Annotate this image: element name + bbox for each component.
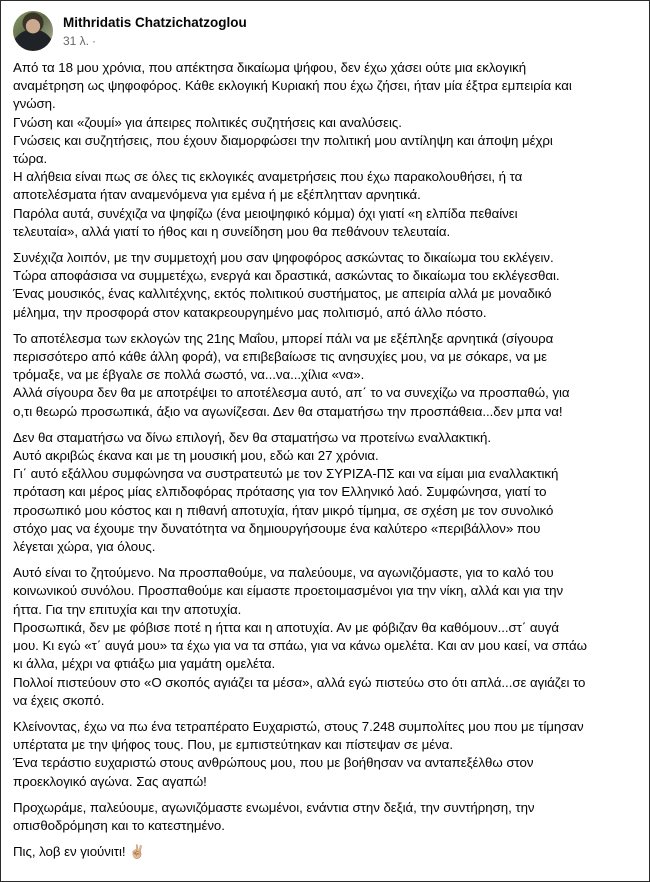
victory-hand-emoji-icon: ✌🏼 — [129, 844, 146, 860]
post-text-line: υπέρτατα με την ψήφος τους. Που, με εμπιστεύτηκαν και πίστεψαν σε μένα. — [13, 737, 453, 753]
post-text-line: Προσωπικά, δεν με φόβισε ποτέ η ήττα και η αποτυχία. Αν με φόβιζαν θα καθόμουν...στ΄ αυγά — [13, 619, 560, 635]
post-paragraph — [13, 429, 641, 556]
post-text-line: αναμέτρηση ως ψηφοφόρος. Κάθε εκλογική Κυριακή που έχω ζήσει, ήταν μία έξτρα εμπειρία και — [13, 78, 572, 94]
post-timestamp-row — [63, 33, 247, 49]
post-text-line: κι άλλα, μέχρι να φτιάξω μια γαμάτη ομελέτα. — [13, 656, 276, 672]
author-avatar[interactable] — [13, 11, 53, 51]
post-text-line: τώρα. — [13, 151, 48, 167]
post-text-line: οπισθοδρόμηση και το κατεστημένο. — [13, 817, 225, 833]
post-text-line: Τώρα αποφάσισα να συμμετέχω, ενεργά και δραστικά, ασκώντας το δικαίωμα του εκλέγεσθαι. — [13, 268, 560, 284]
post-text-line: γνώση. — [13, 96, 56, 112]
separator-dot: · — [92, 33, 97, 48]
post-text-line: Γνώσεις και συζητήσεις, που έχουν διαμορφώσει την πολιτική μου αντίληψη και άποψη μέχρι — [13, 132, 553, 148]
post-text-line: Η αλήθεια είναι πως σε όλες τις εκλογικές αναμετρήσεις που έχω παρακολουθήσει, ή τα — [13, 169, 523, 185]
post-text-line: Από τα 18 μου χρόνια, που απέκτησα δικαίωμα ψήφου, δεν έχω χάσει ούτε μια εκλογική — [13, 60, 527, 75]
post-body — [13, 59, 641, 869]
post-text-line: προσωπικό μου κόστος και η πιθανή αποτυχία, ήταν μικρό τίμημα, σε σχέση με τον συνολικό — [13, 502, 554, 518]
post-paragraph — [13, 799, 641, 835]
post-text-line: τελευταία», αλλά γιατί το ήθος και η συνείδηση μου θα πεθάνουν τελευταία. — [13, 223, 451, 239]
post-text-line: Αυτό είναι το ζητούμενο. Να προσπαθούμε, να παλεύουμε, να αγωνιζόμαστε, για το καλό του — [13, 565, 554, 581]
post-text-line: ήττα. Για την επιτυχία και την αποτυχία. — [13, 601, 242, 617]
post-text-line: Το αποτέλεσμα των εκλογών της 21ης Μαΐου, μπορεί πάλι να με εξέπληξε αρνητικά (σίγουρα — [13, 330, 554, 346]
post-text-line: να έχεις σκοπό. — [13, 692, 105, 708]
post-text-line: Προχωράμε, παλεύουμε, αγωνιζόμαστε ενωμένοι, ενάντια στην δεξιά, την συντήρηση, την — [13, 799, 535, 815]
post-text-line: πρόταση και μέρος μίας ελπιδοφόρας πρότασης για τον Ελληνικό λαό. Συμφώνησα, γιατί το — [13, 484, 547, 500]
post-header — [13, 11, 247, 51]
post-text-line: Συνέχιζα λοιπόν, με την συμμετοχή μου σαν ψηφοφόρος ασκώντας το δικαίωμα του εκλέγειν. — [13, 250, 554, 266]
post-text-line: Παρόλα αυτά, συνέχιζα να ψηφίζω (ένα μειοψηφικό κόμμα) όχι γιατί «η ελπίδα πεθαίνει — [13, 205, 518, 221]
post-text-line: ο,τι θεωρώ προσωπικά, άξιο να αγωνίζεσαι. Δεν θα σταματήσω την προσπάθεια...δεν μπα να! — [13, 403, 563, 419]
post-text-line: Γι΄ αυτό εξάλλου συμφώνησα να συστρατευτώ με τον ΣΥΡΙΖΑ-ΠΣ και να είμαι μια εναλλακτική — [13, 466, 559, 482]
post-timestamp[interactable]: 31 λ. — [63, 33, 90, 48]
post-paragraph — [13, 564, 641, 710]
author-name[interactable]: Mithridatis Chatzichatzoglou — [63, 14, 247, 30]
post-paragraph — [13, 718, 641, 791]
post-text-line: Κλείνοντας, έχω να πω ένα τετραπέρατο Ευχαριστώ, στους 7.248 συμπολίτες μου που με τίμησαν — [13, 718, 584, 734]
post-text-line: Πολλοί πιστεύουν στο «Ο σκοπός αγιάζει τα μέσα», αλλά εγώ πιστεύω στο ότι απλά...σε αγιάζει το — [13, 674, 586, 690]
post-text-line: Πις, λοβ εν γιούνιτι! — [13, 844, 126, 860]
post-text-line: Αυτό ακριβώς έκανα και με τη μουσική μου, εδώ και 27 χρόνια. — [13, 448, 379, 464]
post-text-line: μου. Κι εγώ «τ΄ αυγά μου» τα έχω για να τα σπάω, για να κάνω ομελέτα. Και αν μου καεί, να σπάω — [13, 638, 587, 654]
post-text-line: Γνώση και «ζουμί» για άπειρες πολιτικές συζητήσεις και αναλύσεις. — [13, 114, 402, 130]
post-text-line: Αλλά σίγουρα δεν θα με αποτρέψει το αποτέλεσμα αυτό, απ΄ το να συνεχίζω να προσπαθώ, για — [13, 385, 570, 401]
post-text-line: στόχο μας να έχουμε την δυνατότητα να δημιουργήσουμε ένα καλύτερο «περιβάλλον» που — [13, 520, 541, 536]
post-text-line: Ένα τεράστιο ευχαριστώ στους ανθρώπους μου, που με βοήθησαν να ανταπεξέλθω στον — [13, 755, 534, 771]
post-text-line-with-emoji — [13, 843, 641, 861]
post-text-line: περισσότερο από κάθε άλλη φορά), να επιβεβαίωσε τις ανησυχίες μου, να με σόκαρε, να με — [13, 349, 548, 365]
post-text-line: Ένας μουσικός, ένας καλλιτέχνης, εκτός πολιτικού συστήματος, με απειρία αλλά με μοναδικό — [13, 286, 552, 302]
post-text-line: Δεν θα σταματήσω να δίνω επιλογή, δεν θα σταματήσω να προτείνω εναλλακτική. — [13, 429, 492, 445]
post-paragraph — [13, 330, 641, 421]
post-meta — [63, 14, 247, 49]
post-paragraph — [13, 59, 641, 241]
post-paragraph — [13, 843, 641, 861]
post-text-line: τρόμαξε, να με έβγαλε σε πολλά σωστό, να...να...χίλια «να». — [13, 367, 365, 383]
post-text-line: λέγεται χώρα, για όλους. — [13, 539, 156, 555]
post-paragraph — [13, 249, 641, 322]
post-text-line: προεκλογικό αγώνα. Σας αγαπώ! — [13, 773, 207, 789]
post-text-line: κοινωνικού συνόλου. Προσπαθούμε και είμαστε προετοιμασμένοι για την νίκη, αλλά και για την — [13, 583, 564, 599]
post-text-line: αποτελέσματα ήταν αναμενόμενα για εμένα ή με εξέπλητταν αρνητικά. — [13, 187, 421, 203]
post-text-line: μέλημα, την προσφορά στον κατακρεουργημένο μας πολιτισμό, από άλλο πόστο. — [13, 304, 487, 320]
